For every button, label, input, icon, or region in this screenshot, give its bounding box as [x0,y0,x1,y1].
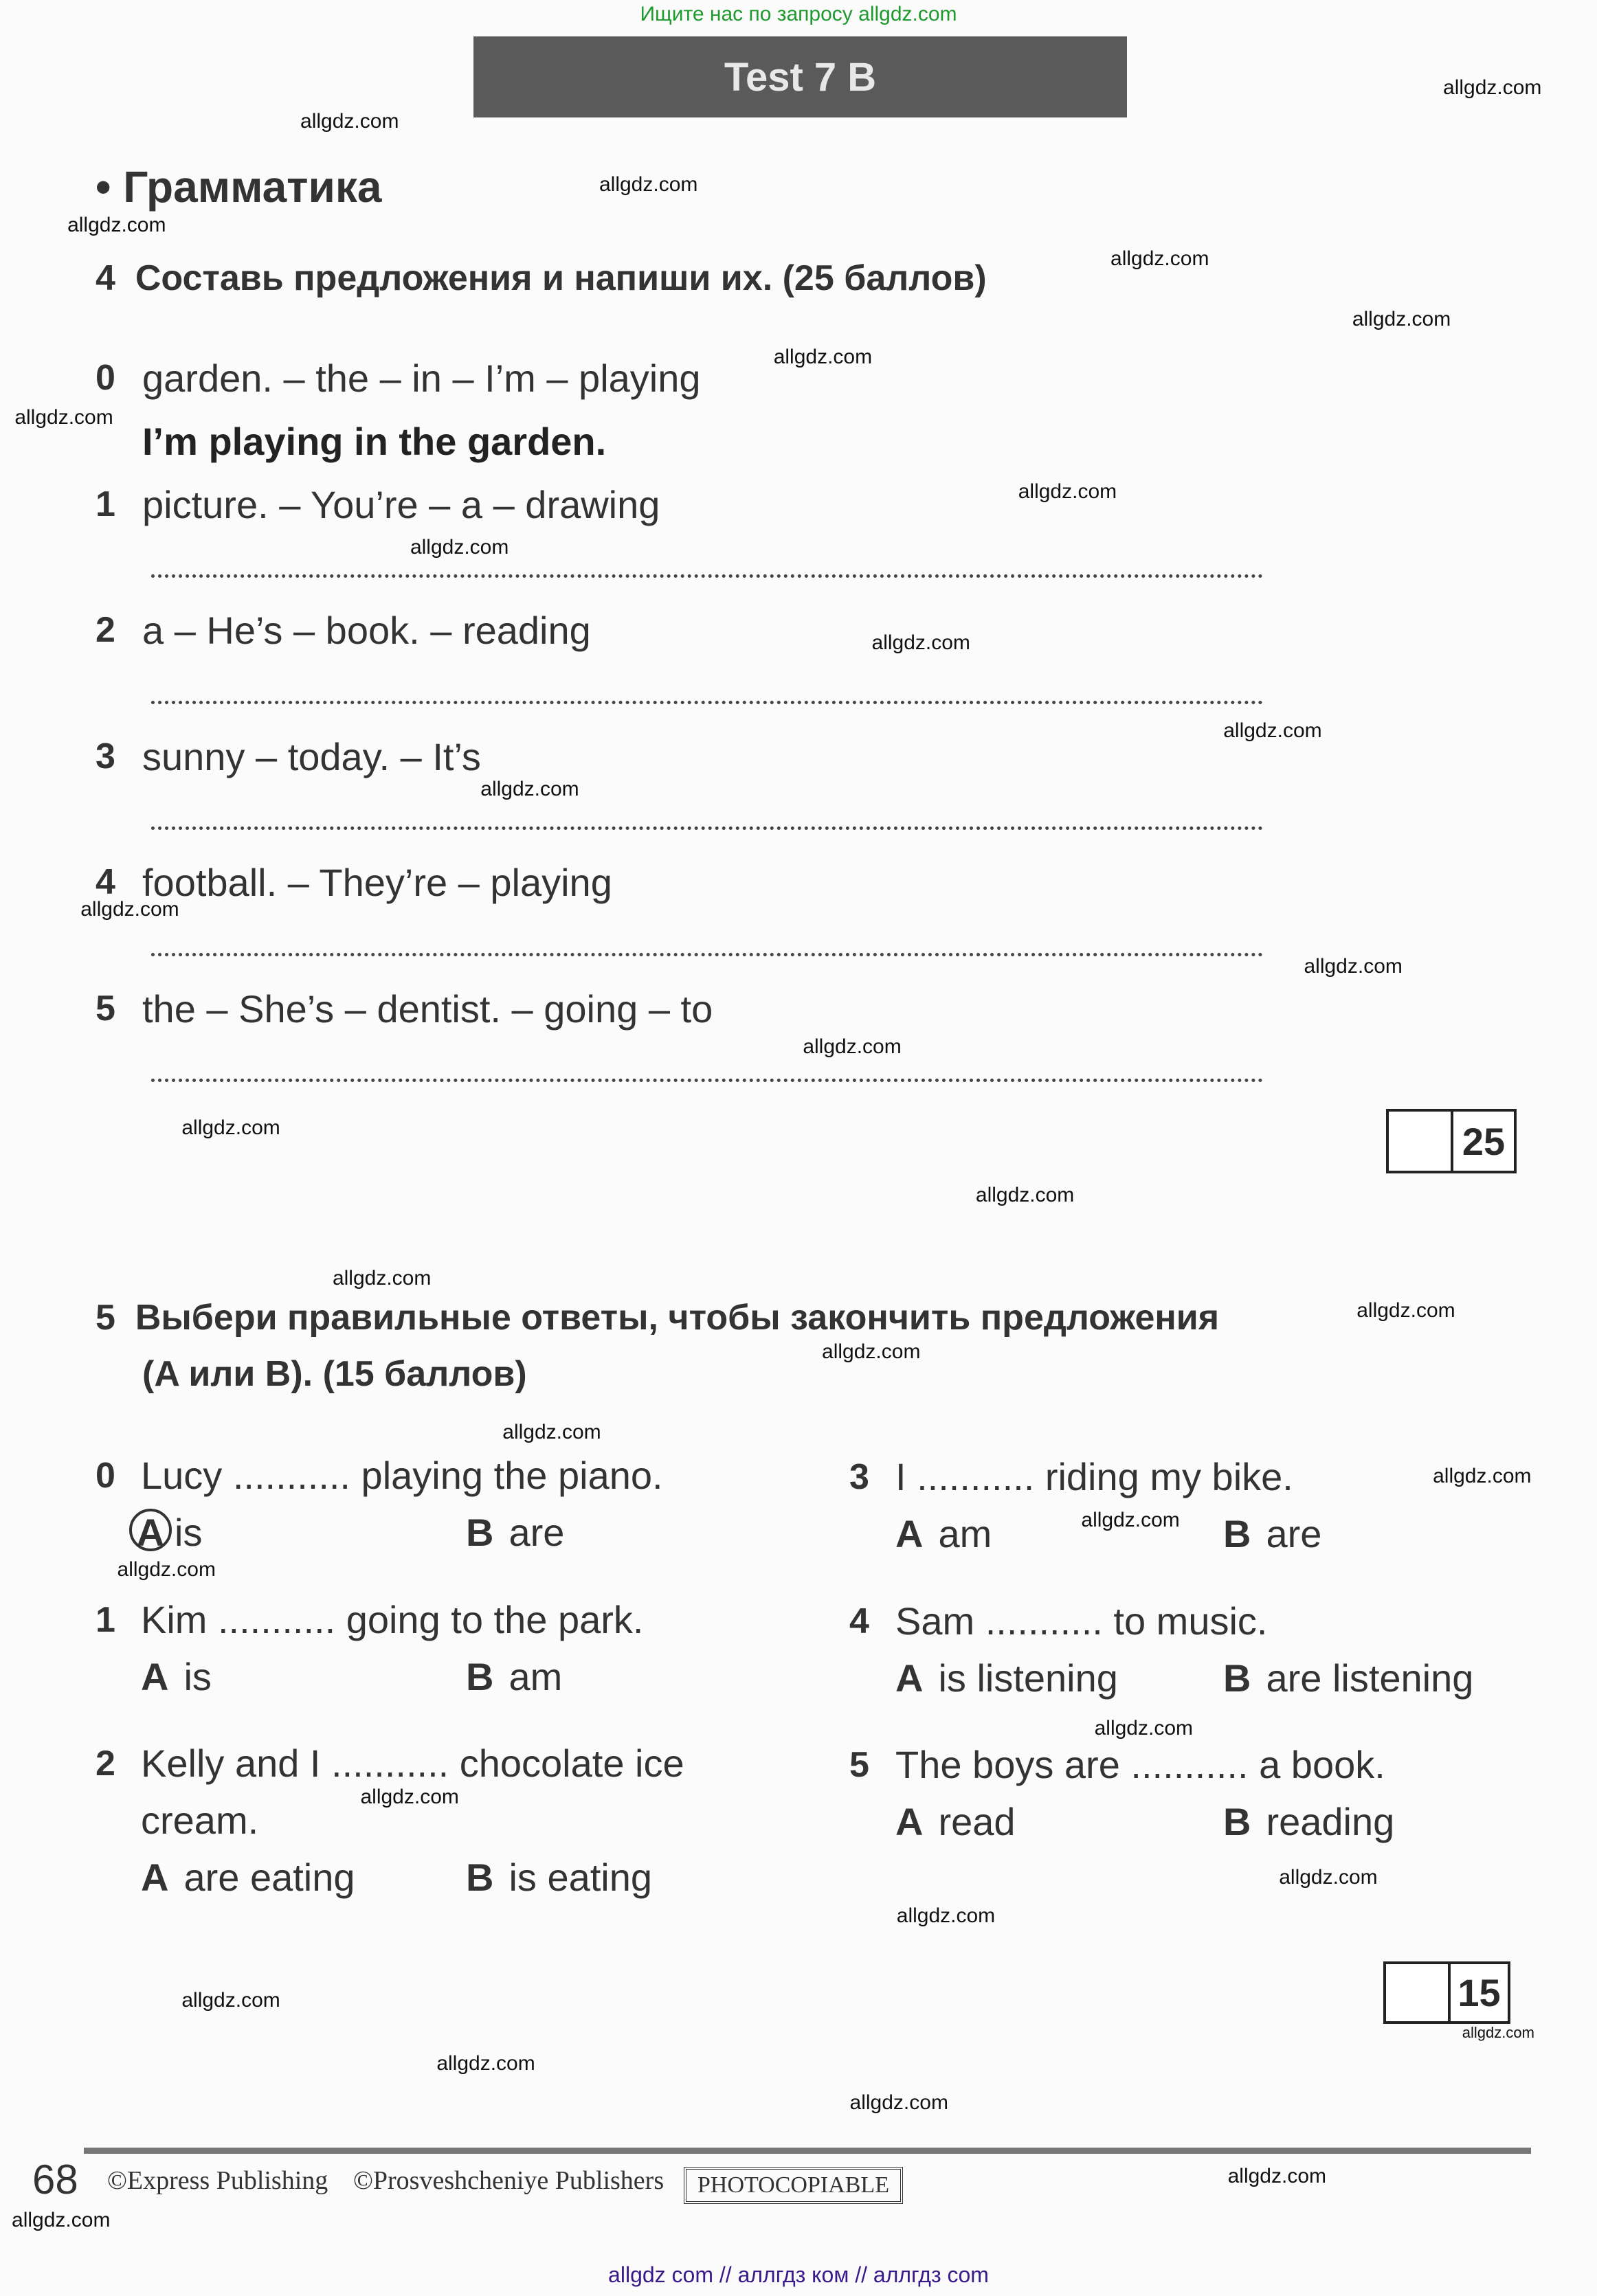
task4-heading [96,258,987,299]
option-text: is [175,1511,203,1554]
photocopiable-badge: PHOTOCOPIABLE [684,2167,903,2204]
watermark-text: allgdz.com [117,1558,216,1582]
answer-line[interactable] [151,953,1263,956]
option-b[interactable] [466,1855,652,1900]
watermark-text: allgdz.com [480,778,579,801]
item-number: 0 [96,358,115,398]
watermark-text: allgdz.com [332,1267,432,1290]
item-example-answer: I’m playing in the garden. [142,420,607,463]
question-number: 1 [96,1600,115,1640]
footer-divider [84,2148,1531,2154]
section-heading: • Грамматика [96,162,382,212]
option-text: read [938,1800,1016,1843]
watermark-text: allgdz.com [1279,1866,1378,1889]
option-text: am [938,1512,992,1555]
watermark-text: allgdz.com [502,1421,601,1444]
task5-number: 5 [96,1298,115,1338]
watermark-text: allgdz.com [773,346,873,369]
option-text: reading [1266,1800,1395,1843]
score-blank[interactable] [1386,1964,1451,2021]
watermark-text: allgdz.com [1018,480,1117,504]
publisher-credit: ©Express Publishing [107,2166,328,2195]
watermark-text: allgdz.com [67,214,166,237]
answer-line[interactable] [151,574,1263,578]
item-prompt: a – He’s – book. – reading [142,609,591,652]
watermark-text: allgdz.com [12,2209,111,2232]
selected-circle-icon: A [129,1509,172,1551]
page-number: 68 [32,2157,78,2203]
answer-line[interactable] [151,701,1263,704]
watermark-text: allgdz.com [849,2091,948,2115]
answer-line[interactable] [151,1079,1263,1082]
watermark-text: allgdz.com [896,1904,996,1927]
watermark-text: allgdz.com [1443,76,1542,99]
option-a[interactable] [141,1855,355,1900]
question-text: I ........... riding my bike. [895,1455,1293,1498]
watermark-text: allgdz.com [1110,247,1209,271]
option-text: is eating [509,1856,653,1899]
question-number: 0 [96,1456,115,1496]
option-text: are [509,1511,565,1554]
watermark-text: allgdz.com [822,1340,921,1363]
watermark-text: allgdz.com [1227,2165,1327,2188]
option-a[interactable] [895,1511,992,1556]
option-text: am [509,1655,563,1698]
option-text: is listening [938,1656,1118,1700]
question-text: Kelly and I ........... chocolate ice [141,1742,684,1785]
option-a[interactable] [141,1654,212,1699]
watermark-text: allgdz.com [871,631,970,654]
option-a[interactable] [895,1799,1016,1844]
option-letter: B [466,1856,494,1899]
question-number: 3 [849,1457,869,1497]
publisher-credit: ©Prosveshcheniye Publishers [353,2166,665,2195]
watermark-text: allgdz.com [1081,1508,1180,1531]
item-prompt: sunny – today. – It’s [142,735,481,778]
option-letter: B [1223,1656,1251,1700]
item-number: 5 [96,989,115,1028]
score-max: 25 [1462,1119,1506,1163]
option-b[interactable] [466,1654,562,1699]
watermark-text: allgdz.com [80,897,179,921]
watermark-text: allgdz.com [975,1183,1075,1206]
item-prompt: picture. – You’re – a – drawing [142,483,660,526]
option-b[interactable] [1223,1511,1321,1556]
question-number: 2 [96,1744,115,1783]
question-text: Sam ........... to music. [895,1599,1268,1643]
bottom-link[interactable]: allgdz com // аллгдз ком // аллгдз com [608,2262,989,2287]
question-number: 5 [849,1745,869,1785]
option-letter: B [466,1655,494,1698]
watermark-text: allgdz.com [1223,719,1322,742]
watermark-text: allgdz.com [1356,1299,1455,1323]
item-number: 3 [96,736,115,776]
question-number: 4 [849,1601,869,1641]
score-max: 15 [1458,1971,1501,2014]
option-letter: B [1223,1512,1251,1555]
watermark-text: allgdz.com [803,1035,902,1059]
watermark-text: allgdz.com [1462,2024,1534,2042]
option-letter: B [1223,1800,1251,1843]
option-letter: A [141,1856,169,1899]
score-blank[interactable] [1389,1112,1453,1171]
watermark-text: allgdz.com [1304,955,1403,978]
watermark-text: allgdz.com [1433,1465,1532,1487]
top-link[interactable]: Ищите нас по запросу allgdz.com [640,3,957,25]
watermark-text: allgdz.com [300,109,399,133]
option-text: are [1266,1512,1322,1555]
watermark-text: allgdz.com [1094,1716,1193,1740]
item-number: 1 [96,484,115,524]
task4-instruction: Составь предложения и напиши их. (25 баллов) [135,258,987,298]
item-prompt: the – She’s – dentist. – going – to [142,987,713,1031]
option-b[interactable] [466,1510,564,1555]
option-letter: A [141,1655,169,1698]
option-text: is [183,1655,212,1698]
test-title: Test 7 B [473,36,1127,117]
task4-score-box [1386,1109,1517,1173]
option-b[interactable] [1223,1799,1394,1844]
task5-instruction-cont: (A или B). (15 баллов) [142,1354,527,1394]
task5-heading [96,1297,1219,1338]
option-letter: A [895,1512,924,1555]
task5-score-box [1383,1961,1510,2024]
task5-instruction: Выбери правильные ответы, чтобы закончить предложения [135,1298,1220,1338]
option-text: are listening [1266,1656,1474,1700]
item-prompt: football. – They’re – playing [142,861,612,904]
watermark-text: allgdz.com [14,405,113,429]
watermark-text: allgdz.com [181,1989,280,2012]
section-heading-text: Грамматика [123,162,382,212]
task4-number: 4 [96,258,115,298]
watermark-text: allgdz.com [599,172,698,196]
option-letter: B [466,1511,494,1554]
watermark-text: allgdz.com [410,536,509,559]
question-text-cont: cream. [141,1799,259,1842]
option-a[interactable] [895,1656,1118,1700]
item-prompt: garden. – the – in – I’m – playing [142,357,701,400]
answer-line[interactable] [151,826,1263,830]
item-number: 4 [96,862,115,902]
option-letter: A [895,1656,924,1700]
question-text: The boys are ........... a book. [895,1743,1385,1786]
watermark-text: allgdz.com [1352,307,1451,330]
option-letter: A [895,1800,924,1843]
watermark-text: allgdz.com [181,1116,280,1139]
watermark-text: allgdz.com [436,2051,535,2075]
option-a[interactable] [129,1509,202,1555]
question-text: Lucy ........... playing the piano. [141,1454,663,1497]
option-text: are eating [183,1856,355,1899]
watermark-text: allgdz.com [360,1785,459,1808]
question-text: Kim ........... going to the park. [141,1598,644,1641]
item-number: 2 [96,610,115,650]
option-b[interactable] [1223,1656,1473,1700]
